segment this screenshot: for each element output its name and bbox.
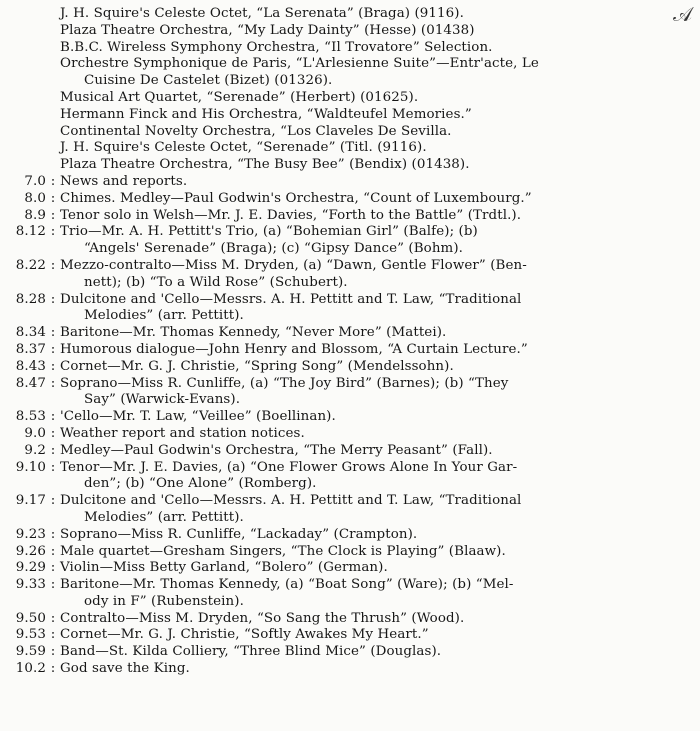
- program-item: [0, 544, 700, 561]
- time-label: 8.53: [15, 409, 46, 425]
- time-label: 8.9: [24, 207, 46, 223]
- program-text: Cuisine De Castelet (Bizet) (01326).: [84, 73, 333, 89]
- program-line: [0, 107, 700, 124]
- time-label: 9.10: [15, 459, 46, 475]
- time-separator: :: [50, 173, 56, 189]
- program-text: Medley—Paul Godwin's Orchestra, “The Merry Peasant” (Fall).: [60, 442, 493, 458]
- time-separator: :: [50, 207, 56, 223]
- program-text: Cornet—Mr. G. J. Christie, “Spring Song” (Mendelssohn).: [60, 358, 454, 374]
- program-text: Humorous dialogue—John Henry and Blossom, “A Curtain Lecture.”: [60, 341, 528, 357]
- program-line: [0, 241, 700, 258]
- program-text: 'Cello—Mr. T. Law, “Veillee” (Boellinan).: [60, 409, 336, 425]
- program-item: [0, 443, 700, 460]
- program-text: Say” (Warwick-Evans).: [84, 392, 241, 408]
- time-label: 8.37: [15, 341, 46, 357]
- time-separator: :: [50, 627, 56, 643]
- program-item: [0, 359, 700, 376]
- time-separator: :: [50, 526, 56, 542]
- program-text: Chimes. Medley—Paul Godwin's Orchestra, “Count of Luxembourg.”: [60, 190, 532, 206]
- time-separator: :: [50, 341, 56, 357]
- program-line: [0, 594, 700, 611]
- program-text: God save the King.: [60, 661, 190, 677]
- program-line: [0, 40, 700, 57]
- program-item: [0, 208, 700, 225]
- time-label: 8.34: [15, 325, 46, 341]
- program-line: [0, 90, 700, 107]
- program-item: [0, 627, 700, 644]
- time-separator: :: [50, 358, 56, 374]
- program-item: [0, 376, 700, 393]
- time-label: 8.0: [24, 190, 46, 206]
- time-separator: :: [50, 190, 56, 206]
- program-item: [0, 258, 700, 275]
- program-text: Male quartet—Gresham Singers, “The Clock is Playing” (Blaaw).: [60, 543, 506, 559]
- program-text: Tenor—Mr. J. E. Davies, (a) “One Flower Grows Alone In Your Gar-: [60, 459, 518, 475]
- time-separator: :: [50, 610, 56, 626]
- program-item: [0, 191, 700, 208]
- program-line: [0, 140, 700, 157]
- time-label: 9.0: [24, 425, 46, 441]
- program-line: [0, 510, 700, 527]
- time-separator: :: [50, 577, 56, 593]
- time-label: 8.47: [15, 375, 46, 391]
- time-label: 9.50: [15, 610, 46, 626]
- time-label: 8.12: [15, 224, 46, 240]
- time-separator: :: [50, 325, 56, 341]
- program-text: “Angels' Serenade” (Braga); (c) “Gipsy Dance” (Bohm).: [84, 241, 464, 257]
- program-text: Trio—Mr. A. H. Pettitt's Trio, (a) “Bohemian Girl” (Balfe); (b): [60, 224, 478, 240]
- time-separator: :: [50, 291, 56, 307]
- program-item: [0, 644, 700, 661]
- time-separator: :: [50, 442, 56, 458]
- program-text: Melodies” (arr. Pettitt).: [84, 509, 244, 525]
- program-text: den”; (b) “One Alone” (Romberg).: [84, 476, 317, 492]
- program-listing: [0, 6, 700, 678]
- time-separator: :: [50, 543, 56, 559]
- program-line: [0, 275, 700, 292]
- time-label: 10.2: [15, 661, 46, 677]
- time-label: 9.53: [15, 627, 46, 643]
- time-separator: :: [50, 560, 56, 576]
- program-item: [0, 426, 700, 443]
- program-item: [0, 527, 700, 544]
- time-label: 9.2: [24, 442, 46, 458]
- program-line: [0, 23, 700, 40]
- program-item: [0, 611, 700, 628]
- program-item: [0, 661, 700, 678]
- time-separator: :: [50, 257, 56, 273]
- program-text: Baritone—Mr. Thomas Kennedy, (a) “Boat Song” (Ware); (b) “Mel-: [60, 577, 514, 593]
- program-text: Musical Art Quartet, “Serenade” (Herbert) (01625).: [60, 89, 419, 105]
- program-text: Melodies” (arr. Pettitt).: [84, 308, 244, 324]
- time-label: 9.23: [15, 526, 46, 542]
- time-label: 7.0: [24, 173, 46, 189]
- program-text: Soprano—Miss R. Cunliffe, “Lackaday” (Crampton).: [60, 526, 418, 542]
- time-label: 8.28: [15, 291, 46, 307]
- program-text: News and reports.: [60, 173, 188, 189]
- program-line: [0, 6, 700, 23]
- time-separator: :: [50, 409, 56, 425]
- time-separator: :: [50, 661, 56, 677]
- program-text: Continental Novelty Orchestra, “Los Claveles De Sevilla.: [60, 123, 452, 139]
- program-item: [0, 292, 700, 309]
- program-line: [0, 392, 700, 409]
- program-text: Hermann Finck and His Orchestra, “Waldteufel Memories.”: [60, 106, 472, 122]
- program-line: [0, 56, 700, 73]
- program-text: Dulcitone and 'Cello—Messrs. A. H. Pettitt and T. Law, “Traditional: [60, 493, 522, 509]
- time-label: 9.29: [15, 560, 46, 576]
- program-line: [0, 476, 700, 493]
- program-text: J. H. Squire's Celeste Octet, “La Serenata” (Braga) (9116).: [60, 6, 464, 21]
- program-item: [0, 174, 700, 191]
- program-text: J. H. Squire's Celeste Octet, “Serenade” (Titl. (9116).: [60, 140, 427, 156]
- program-line: [0, 73, 700, 90]
- program-line: [0, 124, 700, 141]
- program-item: [0, 460, 700, 477]
- program-item: [0, 577, 700, 594]
- time-label: 9.17: [15, 493, 46, 509]
- program-text: Orchestre Symphonique de Paris, “L'Arlesienne Suite”—Entr'acte, Le: [60, 56, 539, 72]
- program-text: Baritone—Mr. Thomas Kennedy, “Never More” (Mattei).: [60, 325, 447, 341]
- program-text: Contralto—Miss M. Dryden, “So Sang the Thrush” (Wood).: [60, 610, 465, 626]
- program-line: [0, 308, 700, 325]
- program-line: [0, 157, 700, 174]
- time-separator: :: [50, 375, 56, 391]
- time-separator: :: [50, 644, 56, 660]
- program-item: [0, 342, 700, 359]
- program-text: Violin—Miss Betty Garland, “Bolero” (German).: [60, 560, 388, 576]
- program-item: [0, 224, 700, 241]
- program-item: [0, 493, 700, 510]
- program-text: Cornet—Mr. G. J. Christie, “Softly Awakes My Heart.”: [60, 627, 429, 643]
- time-separator: :: [50, 493, 56, 509]
- program-text: Weather report and station notices.: [60, 425, 305, 441]
- program-item: [0, 409, 700, 426]
- time-separator: :: [50, 425, 56, 441]
- program-text: Dulcitone and 'Cello—Messrs. A. H. Pettitt and T. Law, “Traditional: [60, 291, 522, 307]
- time-label: 9.26: [15, 543, 46, 559]
- program-text: Soprano—Miss R. Cunliffe, (a) “The Joy Bird” (Barnes); (b) “They: [60, 375, 509, 391]
- time-separator: :: [50, 459, 56, 475]
- program-text: nett); (b) “To a Wild Rose” (Schubert).: [84, 274, 348, 290]
- program-text: ody in F” (Rubenstein).: [84, 593, 244, 609]
- program-item: [0, 560, 700, 577]
- time-label: 9.59: [15, 644, 46, 660]
- program-text: Plaza Theatre Orchestra, “The Busy Bee” (Bendix) (01438).: [60, 157, 470, 173]
- time-label: 9.33: [15, 577, 46, 593]
- time-label: 8.43: [15, 358, 46, 374]
- program-text: Tenor solo in Welsh—Mr. J. E. Davies, “Forth to the Battle” (Trdtl.).: [60, 207, 522, 223]
- program-item: [0, 325, 700, 342]
- program-text: B.B.C. Wireless Symphony Orchestra, “Il Trovatore” Selection.: [60, 39, 493, 55]
- time-label: 8.22: [15, 257, 46, 273]
- program-text: Plaza Theatre Orchestra, “My Lady Dainty” (Hesse) (01438): [60, 22, 475, 38]
- program-text: Band—St. Kilda Colliery, “Three Blind Mice” (Douglas).: [60, 644, 442, 660]
- program-text: Mezzo-contralto—Miss M. Dryden, (a) “Dawn, Gentle Flower” (Ben-: [60, 257, 527, 273]
- corner-handwritten-mark: 𝒜: [673, 2, 692, 26]
- time-separator: :: [50, 224, 56, 240]
